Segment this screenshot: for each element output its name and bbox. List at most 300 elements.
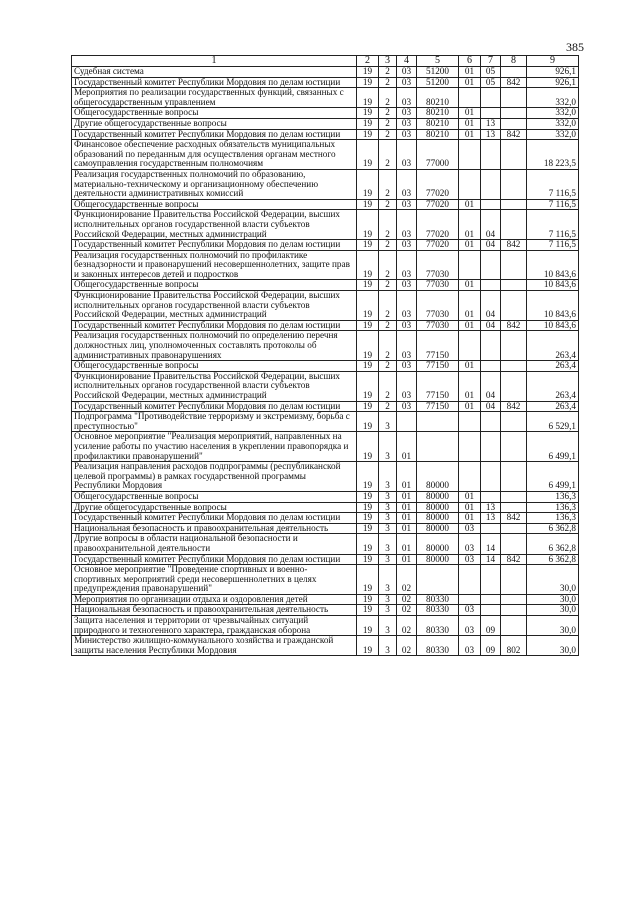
cell-measure: 01 bbox=[397, 523, 417, 534]
cell-section: 19 bbox=[357, 118, 379, 129]
cell-subsection bbox=[481, 250, 501, 280]
cell-name: Министерство жилищно-коммунального хозяйства и гражданской защиты населения Республики Мордовия bbox=[72, 636, 357, 656]
cell-direction: 80330 bbox=[417, 616, 459, 636]
cell-subsection: 13 bbox=[481, 129, 501, 140]
cell-chapter bbox=[459, 565, 481, 595]
cell-section: 19 bbox=[357, 513, 379, 524]
cell-ministry bbox=[501, 565, 527, 595]
cell-ministry: 842 bbox=[501, 129, 527, 140]
cell-ministry bbox=[501, 331, 527, 361]
cell-direction: 77020 bbox=[417, 240, 459, 251]
cell-ministry bbox=[501, 108, 527, 119]
cell-direction: 80000 bbox=[417, 513, 459, 524]
cell-section: 19 bbox=[357, 331, 379, 361]
col-header-9: 9 bbox=[527, 56, 579, 67]
cell-measure: 01 bbox=[397, 491, 417, 502]
cell-name: Государственный комитет Республики Мордовия по делам юстиции bbox=[72, 240, 357, 251]
cell-direction: 77150 bbox=[417, 371, 459, 401]
cell-direction: 80000 bbox=[417, 502, 459, 513]
cell-section: 19 bbox=[357, 361, 379, 372]
cell-amount: 926,1 bbox=[527, 67, 579, 78]
cell-section: 19 bbox=[357, 169, 379, 199]
cell-measure: 03 bbox=[397, 199, 417, 210]
cell-chapter: 01 bbox=[459, 291, 481, 321]
table-row bbox=[72, 491, 579, 502]
cell-name: Финансовое обеспечение расходных обязательств муниципальных образований по переданным для осуществления органам местного самоуправления государственным полномочиям bbox=[72, 140, 357, 170]
cell-subsection: 13 bbox=[481, 502, 501, 513]
cell-subsection bbox=[481, 280, 501, 291]
cell-measure bbox=[397, 412, 417, 432]
cell-subsection bbox=[481, 594, 501, 605]
cell-subsection bbox=[481, 199, 501, 210]
cell-name: Другие общегосударственные вопросы bbox=[72, 502, 357, 513]
table-row bbox=[72, 401, 579, 412]
cell-subsection: 04 bbox=[481, 240, 501, 251]
cell-subprogram: 3 bbox=[379, 616, 397, 636]
cell-name: Функционирование Правительства Российской Федерации, высших исполнительных органов государственной власти субъектов Российской Федерации, местных администраций bbox=[72, 210, 357, 240]
cell-ministry bbox=[501, 118, 527, 129]
cell-direction: 77000 bbox=[417, 140, 459, 170]
cell-ministry bbox=[501, 169, 527, 199]
cell-subsection: 14 bbox=[481, 554, 501, 565]
cell-amount: 7 116,5 bbox=[527, 199, 579, 210]
cell-subprogram: 2 bbox=[379, 118, 397, 129]
cell-amount: 136,3 bbox=[527, 513, 579, 524]
cell-direction: 80330 bbox=[417, 636, 459, 656]
cell-subprogram: 2 bbox=[379, 250, 397, 280]
col-header-8: 8 bbox=[501, 56, 527, 67]
cell-subsection: 09 bbox=[481, 636, 501, 656]
cell-measure: 03 bbox=[397, 371, 417, 401]
cell-section: 19 bbox=[357, 108, 379, 119]
cell-subprogram: 2 bbox=[379, 320, 397, 331]
cell-subsection: 04 bbox=[481, 401, 501, 412]
cell-subsection bbox=[481, 491, 501, 502]
cell-measure: 03 bbox=[397, 67, 417, 78]
cell-measure: 03 bbox=[397, 331, 417, 361]
cell-amount: 30,0 bbox=[527, 616, 579, 636]
table-row bbox=[72, 605, 579, 616]
cell-chapter: 01 bbox=[459, 210, 481, 240]
cell-subprogram: 2 bbox=[379, 199, 397, 210]
cell-ministry bbox=[501, 361, 527, 372]
cell-chapter: 01 bbox=[459, 320, 481, 331]
cell-subprogram: 3 bbox=[379, 534, 397, 554]
cell-name: Государственный комитет Республики Мордовия по делам юстиции bbox=[72, 129, 357, 140]
cell-chapter: 01 bbox=[459, 491, 481, 502]
cell-chapter bbox=[459, 169, 481, 199]
cell-subprogram: 3 bbox=[379, 432, 397, 462]
cell-subprogram: 3 bbox=[379, 605, 397, 616]
cell-ministry: 842 bbox=[501, 320, 527, 331]
cell-chapter: 01 bbox=[459, 280, 481, 291]
table-row bbox=[72, 140, 579, 170]
table-row bbox=[72, 534, 579, 554]
cell-amount: 30,0 bbox=[527, 605, 579, 616]
cell-amount: 7 116,5 bbox=[527, 210, 579, 240]
cell-ministry: 842 bbox=[501, 513, 527, 524]
cell-ministry bbox=[501, 432, 527, 462]
cell-direction: 80000 bbox=[417, 491, 459, 502]
cell-chapter: 03 bbox=[459, 636, 481, 656]
cell-measure: 03 bbox=[397, 401, 417, 412]
cell-direction: 77030 bbox=[417, 250, 459, 280]
cell-chapter: 03 bbox=[459, 605, 481, 616]
cell-ministry bbox=[501, 462, 527, 492]
cell-section: 19 bbox=[357, 462, 379, 492]
cell-measure: 02 bbox=[397, 616, 417, 636]
cell-measure: 03 bbox=[397, 210, 417, 240]
col-header-6: 6 bbox=[459, 56, 481, 67]
cell-section: 19 bbox=[357, 534, 379, 554]
cell-subsection: 05 bbox=[481, 77, 501, 88]
cell-subprogram: 3 bbox=[379, 523, 397, 534]
cell-subprogram: 3 bbox=[379, 502, 397, 513]
cell-amount: 7 116,5 bbox=[527, 169, 579, 199]
table-row bbox=[72, 210, 579, 240]
cell-chapter: 01 bbox=[459, 199, 481, 210]
cell-direction: 80330 bbox=[417, 594, 459, 605]
cell-measure: 03 bbox=[397, 140, 417, 170]
cell-measure: 01 bbox=[397, 462, 417, 492]
cell-ministry bbox=[501, 291, 527, 321]
cell-name: Государственный комитет Республики Мордовия по делам юстиции bbox=[72, 554, 357, 565]
col-header-4: 4 bbox=[397, 56, 417, 67]
table-row bbox=[72, 513, 579, 524]
cell-subprogram: 3 bbox=[379, 565, 397, 595]
cell-section: 19 bbox=[357, 280, 379, 291]
cell-amount: 6 362,8 bbox=[527, 534, 579, 554]
cell-name: Общегосударственные вопросы bbox=[72, 280, 357, 291]
table-row bbox=[72, 129, 579, 140]
cell-direction: 80000 bbox=[417, 523, 459, 534]
cell-amount: 6 499,1 bbox=[527, 462, 579, 492]
cell-name: Функционирование Правительства Российской Федерации, высших исполнительных органов государственной власти субъектов Российской Федерации, местных администраций bbox=[72, 371, 357, 401]
cell-subsection: 09 bbox=[481, 616, 501, 636]
cell-measure: 03 bbox=[397, 169, 417, 199]
table-body bbox=[72, 67, 579, 656]
cell-amount: 30,0 bbox=[527, 636, 579, 656]
cell-direction: 80210 bbox=[417, 129, 459, 140]
cell-measure: 02 bbox=[397, 565, 417, 595]
cell-measure: 03 bbox=[397, 320, 417, 331]
table-row bbox=[72, 169, 579, 199]
cell-amount: 332,0 bbox=[527, 88, 579, 108]
cell-ministry bbox=[501, 67, 527, 78]
cell-chapter bbox=[459, 250, 481, 280]
cell-ministry: 842 bbox=[501, 554, 527, 565]
cell-section: 19 bbox=[357, 250, 379, 280]
cell-subprogram: 2 bbox=[379, 108, 397, 119]
cell-amount: 263,4 bbox=[527, 331, 579, 361]
cell-ministry: 842 bbox=[501, 77, 527, 88]
cell-amount: 6 362,8 bbox=[527, 523, 579, 534]
cell-amount: 30,0 bbox=[527, 565, 579, 595]
table-row bbox=[72, 371, 579, 401]
cell-subprogram: 2 bbox=[379, 291, 397, 321]
cell-section: 19 bbox=[357, 210, 379, 240]
cell-ministry bbox=[501, 210, 527, 240]
page-number: 385 bbox=[566, 40, 584, 54]
cell-section: 19 bbox=[357, 412, 379, 432]
table-row bbox=[72, 88, 579, 108]
cell-name: Мероприятия по реализации государственных функций, связанных с общегосударственным управлением bbox=[72, 88, 357, 108]
cell-name: Реализация государственных полномочий по определению перечня должностных лиц, уполномоченных составлять протоколы об административных правонарушениях bbox=[72, 331, 357, 361]
cell-name: Государственный комитет Республики Мордовия по делам юстиции bbox=[72, 77, 357, 88]
cell-ministry bbox=[501, 371, 527, 401]
table-row bbox=[72, 462, 579, 492]
cell-direction: 77030 bbox=[417, 280, 459, 291]
cell-name: Общегосударственные вопросы bbox=[72, 199, 357, 210]
cell-ministry bbox=[501, 523, 527, 534]
cell-subprogram: 2 bbox=[379, 280, 397, 291]
table-row bbox=[72, 412, 579, 432]
cell-amount: 136,3 bbox=[527, 491, 579, 502]
cell-section: 19 bbox=[357, 401, 379, 412]
table-row bbox=[72, 361, 579, 372]
cell-subsection: 05 bbox=[481, 67, 501, 78]
cell-measure: 03 bbox=[397, 250, 417, 280]
cell-subprogram: 3 bbox=[379, 412, 397, 432]
cell-subprogram: 2 bbox=[379, 88, 397, 108]
cell-subsection bbox=[481, 462, 501, 492]
cell-amount: 10 843,6 bbox=[527, 250, 579, 280]
cell-measure: 03 bbox=[397, 118, 417, 129]
cell-subsection bbox=[481, 331, 501, 361]
cell-subsection: 04 bbox=[481, 320, 501, 331]
cell-direction: 80210 bbox=[417, 118, 459, 129]
cell-name: Национальная безопасность и правоохранительная деятельность bbox=[72, 523, 357, 534]
cell-section: 19 bbox=[357, 594, 379, 605]
cell-section: 19 bbox=[357, 432, 379, 462]
cell-measure: 03 bbox=[397, 108, 417, 119]
table-row bbox=[72, 502, 579, 513]
cell-subsection: 04 bbox=[481, 210, 501, 240]
cell-chapter: 01 bbox=[459, 77, 481, 88]
cell-chapter: 01 bbox=[459, 240, 481, 251]
cell-direction: 51200 bbox=[417, 67, 459, 78]
cell-measure: 03 bbox=[397, 88, 417, 108]
cell-subprogram: 2 bbox=[379, 140, 397, 170]
cell-direction bbox=[417, 412, 459, 432]
cell-chapter: 01 bbox=[459, 371, 481, 401]
cell-name: Национальная безопасность и правоохранительная деятельность bbox=[72, 605, 357, 616]
cell-name: Общегосударственные вопросы bbox=[72, 361, 357, 372]
cell-subprogram: 3 bbox=[379, 594, 397, 605]
cell-amount: 10 843,6 bbox=[527, 320, 579, 331]
table-row bbox=[72, 320, 579, 331]
cell-amount: 332,0 bbox=[527, 108, 579, 119]
cell-subsection bbox=[481, 523, 501, 534]
table-row bbox=[72, 554, 579, 565]
cell-ministry bbox=[501, 605, 527, 616]
col-header-1: 1 bbox=[72, 56, 357, 67]
cell-chapter bbox=[459, 432, 481, 462]
cell-measure: 01 bbox=[397, 432, 417, 462]
cell-chapter: 03 bbox=[459, 616, 481, 636]
cell-amount: 6 529,1 bbox=[527, 412, 579, 432]
cell-section: 19 bbox=[357, 140, 379, 170]
cell-name: Основное мероприятие "Реализация мероприятий, направленных на усиление работы по участию населения в укреплении правопорядка и профилактики правонарушений" bbox=[72, 432, 357, 462]
cell-chapter bbox=[459, 140, 481, 170]
cell-subprogram: 2 bbox=[379, 401, 397, 412]
cell-section: 19 bbox=[357, 565, 379, 595]
cell-subsection bbox=[481, 88, 501, 108]
cell-direction: 77150 bbox=[417, 401, 459, 412]
cell-subprogram: 2 bbox=[379, 169, 397, 199]
cell-subsection bbox=[481, 361, 501, 372]
cell-direction: 80000 bbox=[417, 462, 459, 492]
cell-measure: 01 bbox=[397, 554, 417, 565]
budget-table bbox=[71, 55, 579, 656]
col-header-3: 3 bbox=[379, 56, 397, 67]
cell-amount: 18 223,5 bbox=[527, 140, 579, 170]
cell-subsection bbox=[481, 432, 501, 462]
table-row bbox=[72, 616, 579, 636]
cell-amount: 6 362,8 bbox=[527, 554, 579, 565]
cell-direction: 77150 bbox=[417, 361, 459, 372]
cell-subsection bbox=[481, 108, 501, 119]
cell-ministry bbox=[501, 88, 527, 108]
table-row bbox=[72, 250, 579, 280]
cell-subprogram: 3 bbox=[379, 554, 397, 565]
cell-subsection bbox=[481, 565, 501, 595]
cell-chapter: 01 bbox=[459, 513, 481, 524]
table-row bbox=[72, 240, 579, 251]
cell-direction: 80000 bbox=[417, 554, 459, 565]
cell-section: 19 bbox=[357, 199, 379, 210]
cell-name: Общегосударственные вопросы bbox=[72, 108, 357, 119]
table-row bbox=[72, 118, 579, 129]
table-row bbox=[72, 432, 579, 462]
cell-section: 19 bbox=[357, 77, 379, 88]
cell-ministry bbox=[501, 534, 527, 554]
cell-section: 19 bbox=[357, 605, 379, 616]
table-row bbox=[72, 280, 579, 291]
cell-chapter: 03 bbox=[459, 534, 481, 554]
cell-chapter bbox=[459, 331, 481, 361]
cell-ministry bbox=[501, 280, 527, 291]
col-header-5: 5 bbox=[417, 56, 459, 67]
cell-subsection bbox=[481, 605, 501, 616]
cell-ministry bbox=[501, 594, 527, 605]
col-header-2: 2 bbox=[357, 56, 379, 67]
table-row bbox=[72, 636, 579, 656]
cell-section: 19 bbox=[357, 523, 379, 534]
cell-name: Подпрограмма "Противодействие терроризму и экстремизму, борьба с преступностью" bbox=[72, 412, 357, 432]
cell-name: Общегосударственные вопросы bbox=[72, 491, 357, 502]
cell-name: Функционирование Правительства Российской Федерации, высших исполнительных органов государственной власти субъектов Российской Федерации, местных администраций bbox=[72, 291, 357, 321]
cell-amount: 6 499,1 bbox=[527, 432, 579, 462]
cell-chapter bbox=[459, 412, 481, 432]
cell-subsection bbox=[481, 169, 501, 199]
cell-subprogram: 2 bbox=[379, 67, 397, 78]
table-row bbox=[72, 291, 579, 321]
cell-subprogram: 2 bbox=[379, 77, 397, 88]
cell-name: Реализация государственных полномочий по профилактике безнадзорности и правонарушений несовершеннолетних, защите прав и законных интересов детей и подростков bbox=[72, 250, 357, 280]
cell-chapter: 01 bbox=[459, 67, 481, 78]
cell-direction: 77020 bbox=[417, 199, 459, 210]
table-row bbox=[72, 565, 579, 595]
cell-subprogram: 2 bbox=[379, 331, 397, 361]
cell-direction: 80000 bbox=[417, 534, 459, 554]
cell-measure: 01 bbox=[397, 502, 417, 513]
cell-ministry bbox=[501, 199, 527, 210]
cell-ministry bbox=[501, 502, 527, 513]
cell-section: 19 bbox=[357, 371, 379, 401]
cell-amount: 332,0 bbox=[527, 129, 579, 140]
table-row bbox=[72, 77, 579, 88]
cell-amount: 332,0 bbox=[527, 118, 579, 129]
cell-measure: 02 bbox=[397, 605, 417, 616]
cell-amount: 263,4 bbox=[527, 401, 579, 412]
cell-ministry bbox=[501, 250, 527, 280]
cell-name: Реализация направления расходов подпрограммы (республиканской целевой программы) в рамках государственной программы Республики Мордовия bbox=[72, 462, 357, 492]
cell-chapter: 01 bbox=[459, 108, 481, 119]
cell-chapter: 03 bbox=[459, 554, 481, 565]
cell-measure: 01 bbox=[397, 513, 417, 524]
cell-amount: 10 843,6 bbox=[527, 280, 579, 291]
cell-subprogram: 2 bbox=[379, 240, 397, 251]
cell-section: 19 bbox=[357, 636, 379, 656]
cell-measure: 03 bbox=[397, 291, 417, 321]
cell-ministry: 802 bbox=[501, 636, 527, 656]
table-row bbox=[72, 67, 579, 78]
cell-name: Другие общегосударственные вопросы bbox=[72, 118, 357, 129]
cell-section: 19 bbox=[357, 320, 379, 331]
table-row bbox=[72, 199, 579, 210]
cell-section: 19 bbox=[357, 67, 379, 78]
cell-amount: 7 116,5 bbox=[527, 240, 579, 251]
cell-chapter bbox=[459, 462, 481, 492]
cell-section: 19 bbox=[357, 616, 379, 636]
cell-ministry bbox=[501, 412, 527, 432]
cell-measure: 02 bbox=[397, 636, 417, 656]
table-row bbox=[72, 523, 579, 534]
cell-direction: 80330 bbox=[417, 605, 459, 616]
cell-chapter: 01 bbox=[459, 129, 481, 140]
cell-measure: 03 bbox=[397, 129, 417, 140]
cell-direction: 80210 bbox=[417, 88, 459, 108]
cell-subprogram: 2 bbox=[379, 361, 397, 372]
cell-subprogram: 2 bbox=[379, 210, 397, 240]
cell-direction: 77020 bbox=[417, 210, 459, 240]
cell-subprogram: 3 bbox=[379, 462, 397, 492]
col-header-7: 7 bbox=[481, 56, 501, 67]
cell-name: Государственный комитет Республики Мордовия по делам юстиции bbox=[72, 320, 357, 331]
cell-measure: 02 bbox=[397, 594, 417, 605]
cell-section: 19 bbox=[357, 88, 379, 108]
cell-section: 19 bbox=[357, 291, 379, 321]
cell-name: Защита населения и территории от чрезвычайных ситуаций природного и техногенного характера, гражданская оборона bbox=[72, 616, 357, 636]
cell-direction bbox=[417, 565, 459, 595]
cell-direction: 77030 bbox=[417, 320, 459, 331]
cell-section: 19 bbox=[357, 502, 379, 513]
cell-name: Судебная система bbox=[72, 67, 357, 78]
cell-name: Основное мероприятие "Проведение спортивных и военно-спортивных мероприятий среди несовершеннолетних в целях предупреждения правонарушений" bbox=[72, 565, 357, 595]
cell-direction bbox=[417, 432, 459, 462]
cell-measure: 03 bbox=[397, 361, 417, 372]
cell-chapter: 01 bbox=[459, 118, 481, 129]
cell-subsection: 13 bbox=[481, 513, 501, 524]
header-row bbox=[72, 56, 579, 67]
cell-name: Мероприятия по организации отдыха и оздоровления детей bbox=[72, 594, 357, 605]
cell-section: 19 bbox=[357, 129, 379, 140]
cell-ministry bbox=[501, 140, 527, 170]
cell-chapter: 01 bbox=[459, 401, 481, 412]
cell-chapter bbox=[459, 88, 481, 108]
cell-subsection: 13 bbox=[481, 118, 501, 129]
